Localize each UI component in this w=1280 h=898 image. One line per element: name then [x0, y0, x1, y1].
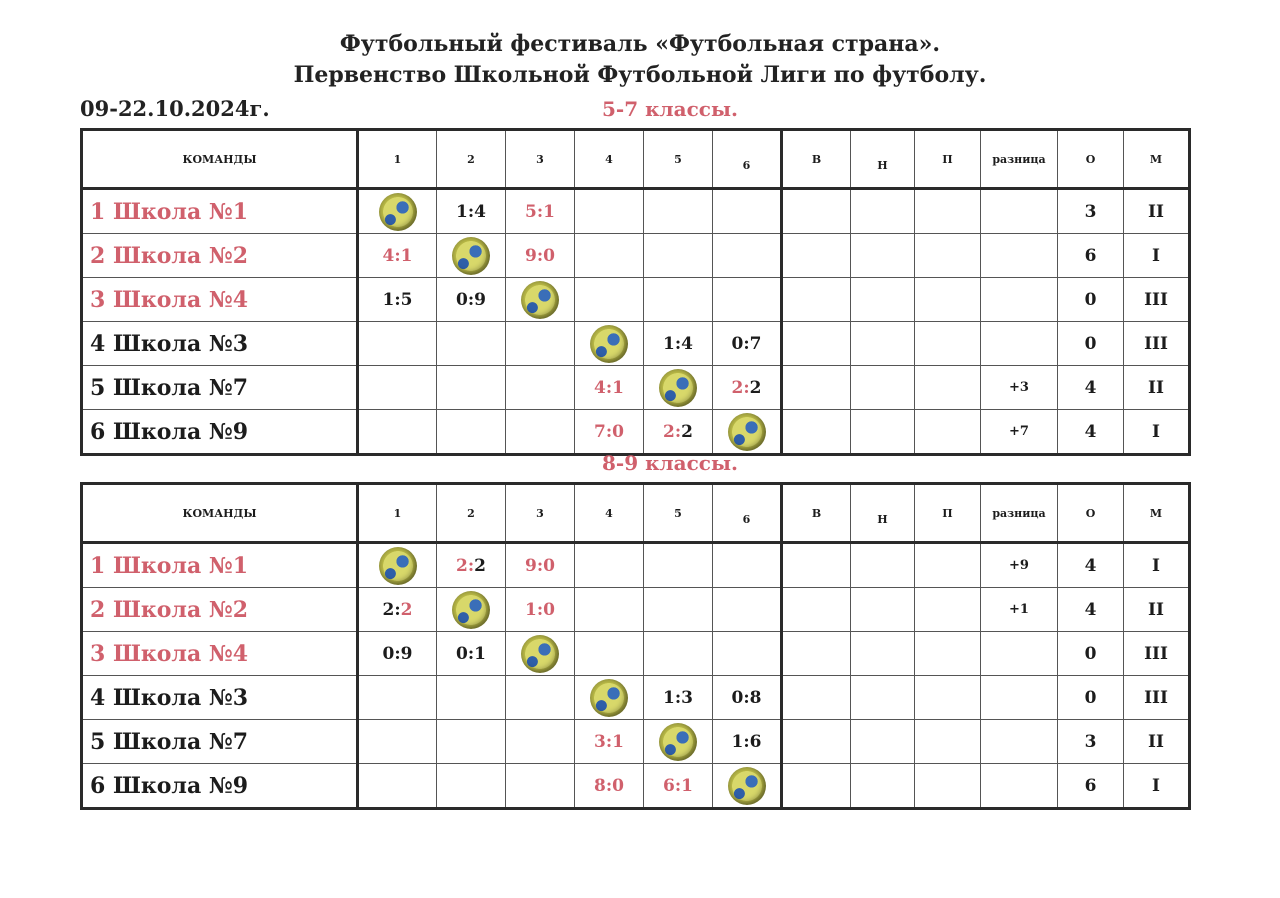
score-cell [644, 543, 713, 588]
score-value: 1:3 [663, 687, 693, 708]
losses-cell [915, 720, 981, 764]
ball-icon [728, 767, 766, 805]
score-cell [644, 764, 713, 809]
score-cell [575, 410, 644, 455]
draws-cell [851, 632, 915, 676]
table-row [82, 322, 1190, 366]
table-row [82, 543, 1190, 588]
ball-icon [728, 413, 766, 451]
score-cell [506, 322, 575, 366]
score-cell [506, 189, 575, 234]
score-cell [437, 410, 506, 455]
col-6: 6 [713, 484, 782, 543]
score-value: 0:7 [731, 333, 762, 354]
place-cell: I [1124, 234, 1190, 278]
score-cell [358, 234, 437, 278]
wins-cell [782, 322, 851, 366]
points-cell: 4 [1058, 588, 1124, 632]
place-cell: I [1124, 543, 1190, 588]
score-cell [644, 676, 713, 720]
score-away: 2 [474, 555, 486, 576]
wins-cell [782, 632, 851, 676]
score-cell [358, 632, 437, 676]
col-4: 4 [575, 130, 644, 189]
ball-icon [452, 237, 490, 275]
score-cell [358, 278, 437, 322]
score-cell [437, 189, 506, 234]
team-name: 4 Школа №3 [82, 676, 358, 720]
losses-cell [915, 676, 981, 720]
team-name: 5 Школа №7 [82, 720, 358, 764]
ball-icon [659, 369, 697, 407]
score-value: 7:0 [594, 421, 624, 442]
score-cell [506, 234, 575, 278]
losses-cell [915, 632, 981, 676]
wins-cell [782, 764, 851, 809]
wins-cell [782, 189, 851, 234]
table-row [82, 632, 1190, 676]
score-value: 1:5 [382, 289, 413, 310]
score-cell [644, 588, 713, 632]
wins-cell [782, 278, 851, 322]
table-row [82, 234, 1190, 278]
place-cell: III [1124, 676, 1190, 720]
losses-cell [915, 278, 981, 322]
draws-cell [851, 764, 915, 809]
score-cell [358, 366, 437, 410]
score-home: 2: [731, 377, 750, 398]
score-value: 5:1 [525, 201, 555, 222]
score-cell [358, 543, 437, 588]
team-name: 3 Школа №4 [82, 278, 358, 322]
score-cell [575, 234, 644, 278]
score-cell [575, 632, 644, 676]
score-cell [358, 189, 437, 234]
col-place: М [1124, 130, 1190, 189]
score-cell [506, 410, 575, 455]
col-3: 3 [506, 484, 575, 543]
score-value: 0:9 [382, 643, 413, 664]
score-cell [437, 234, 506, 278]
score-cell [358, 588, 437, 632]
difference-cell [981, 189, 1058, 234]
score-value: 4:1 [382, 245, 413, 266]
team-name: 3 Школа №4 [82, 632, 358, 676]
points-cell: 6 [1058, 234, 1124, 278]
difference-cell [981, 278, 1058, 322]
wins-cell [782, 720, 851, 764]
page-title: Футбольный фестиваль «Футбольная страна». [339, 31, 941, 57]
score-cell [437, 720, 506, 764]
score-value: 9:0 [525, 555, 555, 576]
points-cell: 4 [1058, 543, 1124, 588]
col-losses: П [915, 130, 981, 189]
col-2: 2 [437, 484, 506, 543]
col-points: О [1058, 484, 1124, 543]
col-losses: П [915, 484, 981, 543]
col-points: О [1058, 130, 1124, 189]
score-cell [644, 632, 713, 676]
standings-table-5-7 [80, 128, 1191, 456]
place-cell: II [1124, 366, 1190, 410]
losses-cell [915, 234, 981, 278]
col-3: 3 [506, 130, 575, 189]
score-value: 9:0 [525, 245, 555, 266]
ball-icon [521, 635, 559, 673]
col-wins: В [782, 484, 851, 543]
losses-cell [915, 366, 981, 410]
score-cell [644, 410, 713, 455]
draws-cell [851, 234, 915, 278]
score-cell [575, 189, 644, 234]
header-row [82, 130, 1190, 189]
difference-cell [981, 234, 1058, 278]
draws-cell [851, 366, 915, 410]
place-cell: III [1124, 632, 1190, 676]
score-cell [575, 764, 644, 809]
ball-icon [379, 193, 417, 231]
wins-cell [782, 588, 851, 632]
score-cell [506, 632, 575, 676]
score-home: 2: [663, 421, 682, 442]
table-row [82, 764, 1190, 809]
score-value: 6:1 [663, 775, 693, 796]
score-cell [437, 278, 506, 322]
col-2: 2 [437, 130, 506, 189]
col-6: 6 [713, 130, 782, 189]
draws-cell [851, 410, 915, 455]
score-cell [437, 322, 506, 366]
score-value: 1:6 [731, 731, 762, 752]
wins-cell [782, 410, 851, 455]
col-draws: Н [851, 484, 915, 543]
score-cell [713, 410, 782, 455]
col-difference: разница [981, 130, 1058, 189]
ball-icon [452, 591, 490, 629]
score-value: 1:4 [456, 201, 486, 222]
score-away: 2 [749, 377, 762, 398]
header-row [82, 484, 1190, 543]
col-teams: КОМАНДЫ [82, 484, 358, 543]
score-cell [713, 322, 782, 366]
score-cell [358, 676, 437, 720]
page-subtitle: Первенство Школьной Футбольной Лиги по футболу. [293, 62, 987, 88]
table-row [82, 676, 1190, 720]
ball-icon [379, 547, 417, 585]
score-away: 2 [681, 421, 693, 442]
difference-cell [981, 720, 1058, 764]
score-cell [644, 278, 713, 322]
score-cell [644, 234, 713, 278]
score-away: 2 [400, 599, 413, 620]
score-cell [437, 764, 506, 809]
difference-cell [981, 764, 1058, 809]
losses-cell [915, 322, 981, 366]
points-cell: 0 [1058, 278, 1124, 322]
difference-cell [981, 676, 1058, 720]
draws-cell [851, 189, 915, 234]
points-cell: 4 [1058, 366, 1124, 410]
losses-cell [915, 189, 981, 234]
wins-cell [782, 543, 851, 588]
points-cell: 0 [1058, 632, 1124, 676]
col-4: 4 [575, 484, 644, 543]
team-name: 6 Школа №9 [82, 410, 358, 455]
score-cell [575, 322, 644, 366]
group-title-8-9: 8-9 классы. [602, 451, 738, 475]
score-cell [358, 720, 437, 764]
ball-icon [521, 281, 559, 319]
score-cell [437, 366, 506, 410]
score-cell [713, 632, 782, 676]
score-cell [575, 366, 644, 410]
place-cell: II [1124, 588, 1190, 632]
score-value: 1:0 [525, 599, 555, 620]
place-cell: II [1124, 189, 1190, 234]
score-home: 2: [456, 555, 475, 576]
score-cell [713, 764, 782, 809]
table-row [82, 278, 1190, 322]
losses-cell [915, 588, 981, 632]
col-5: 5 [644, 130, 713, 189]
score-cell [437, 632, 506, 676]
wins-cell [782, 234, 851, 278]
score-cell [644, 366, 713, 410]
score-cell [713, 234, 782, 278]
ball-icon [590, 679, 628, 717]
table-row [82, 588, 1190, 632]
difference-cell [981, 632, 1058, 676]
score-value: 0:1 [456, 643, 486, 664]
score-cell [506, 764, 575, 809]
score-cell [437, 676, 506, 720]
col-place: М [1124, 484, 1190, 543]
table-row [82, 410, 1190, 455]
score-cell [506, 676, 575, 720]
team-name: 1 Школа №1 [82, 543, 358, 588]
points-cell: 0 [1058, 676, 1124, 720]
event-dates: 09-22.10.2024г. [80, 96, 270, 121]
col-1: 1 [358, 130, 437, 189]
points-cell: 3 [1058, 189, 1124, 234]
draws-cell [851, 676, 915, 720]
score-cell [506, 278, 575, 322]
draws-cell [851, 322, 915, 366]
place-cell: III [1124, 322, 1190, 366]
score-value: 0:8 [731, 687, 762, 708]
draws-cell [851, 720, 915, 764]
score-cell [437, 543, 506, 588]
table-row [82, 366, 1190, 410]
losses-cell [915, 764, 981, 809]
score-cell [713, 720, 782, 764]
table-row [82, 189, 1190, 234]
place-cell: III [1124, 278, 1190, 322]
score-cell [358, 410, 437, 455]
score-cell [575, 278, 644, 322]
score-cell [506, 588, 575, 632]
standings-table-8-9 [80, 482, 1191, 810]
ball-icon [659, 723, 697, 761]
place-cell: I [1124, 764, 1190, 809]
score-cell [713, 189, 782, 234]
score-cell [575, 676, 644, 720]
difference-cell: +3 [981, 366, 1058, 410]
losses-cell [915, 543, 981, 588]
team-name: 5 Школа №7 [82, 366, 358, 410]
score-cell [713, 366, 782, 410]
wins-cell [782, 366, 851, 410]
difference-cell: +9 [981, 543, 1058, 588]
points-cell: 6 [1058, 764, 1124, 809]
col-1: 1 [358, 484, 437, 543]
score-cell [506, 720, 575, 764]
difference-cell: +1 [981, 588, 1058, 632]
score-cell [358, 322, 437, 366]
score-cell [644, 720, 713, 764]
wins-cell [782, 676, 851, 720]
draws-cell [851, 588, 915, 632]
draws-cell [851, 543, 915, 588]
team-name: 4 Школа №3 [82, 322, 358, 366]
team-name: 1 Школа №1 [82, 189, 358, 234]
col-wins: В [782, 130, 851, 189]
score-cell [713, 278, 782, 322]
score-cell [575, 720, 644, 764]
score-cell [713, 676, 782, 720]
score-cell [358, 764, 437, 809]
col-draws: Н [851, 130, 915, 189]
group-title-5-7: 5-7 классы. [602, 97, 738, 121]
score-cell [437, 588, 506, 632]
losses-cell [915, 410, 981, 455]
table-row [82, 720, 1190, 764]
col-5: 5 [644, 484, 713, 543]
score-home: 2: [382, 599, 401, 620]
score-cell [713, 543, 782, 588]
score-cell [644, 189, 713, 234]
difference-cell [981, 322, 1058, 366]
score-cell [575, 588, 644, 632]
score-cell [506, 543, 575, 588]
ball-icon [590, 325, 628, 363]
team-name: 6 Школа №9 [82, 764, 358, 809]
points-cell: 0 [1058, 322, 1124, 366]
team-name: 2 Школа №2 [82, 588, 358, 632]
col-difference: разница [981, 484, 1058, 543]
score-value: 4:1 [594, 377, 624, 398]
place-cell: II [1124, 720, 1190, 764]
score-cell [644, 322, 713, 366]
team-name: 2 Школа №2 [82, 234, 358, 278]
score-value: 3:1 [594, 731, 624, 752]
points-cell: 3 [1058, 720, 1124, 764]
score-cell [575, 543, 644, 588]
score-value: 8:0 [594, 775, 624, 796]
score-cell [713, 588, 782, 632]
difference-cell: +7 [981, 410, 1058, 455]
col-teams: КОМАНДЫ [82, 130, 358, 189]
draws-cell [851, 278, 915, 322]
score-value: 1:4 [663, 333, 693, 354]
score-value: 0:9 [456, 289, 486, 310]
score-cell [506, 366, 575, 410]
points-cell: 4 [1058, 410, 1124, 455]
place-cell: I [1124, 410, 1190, 455]
